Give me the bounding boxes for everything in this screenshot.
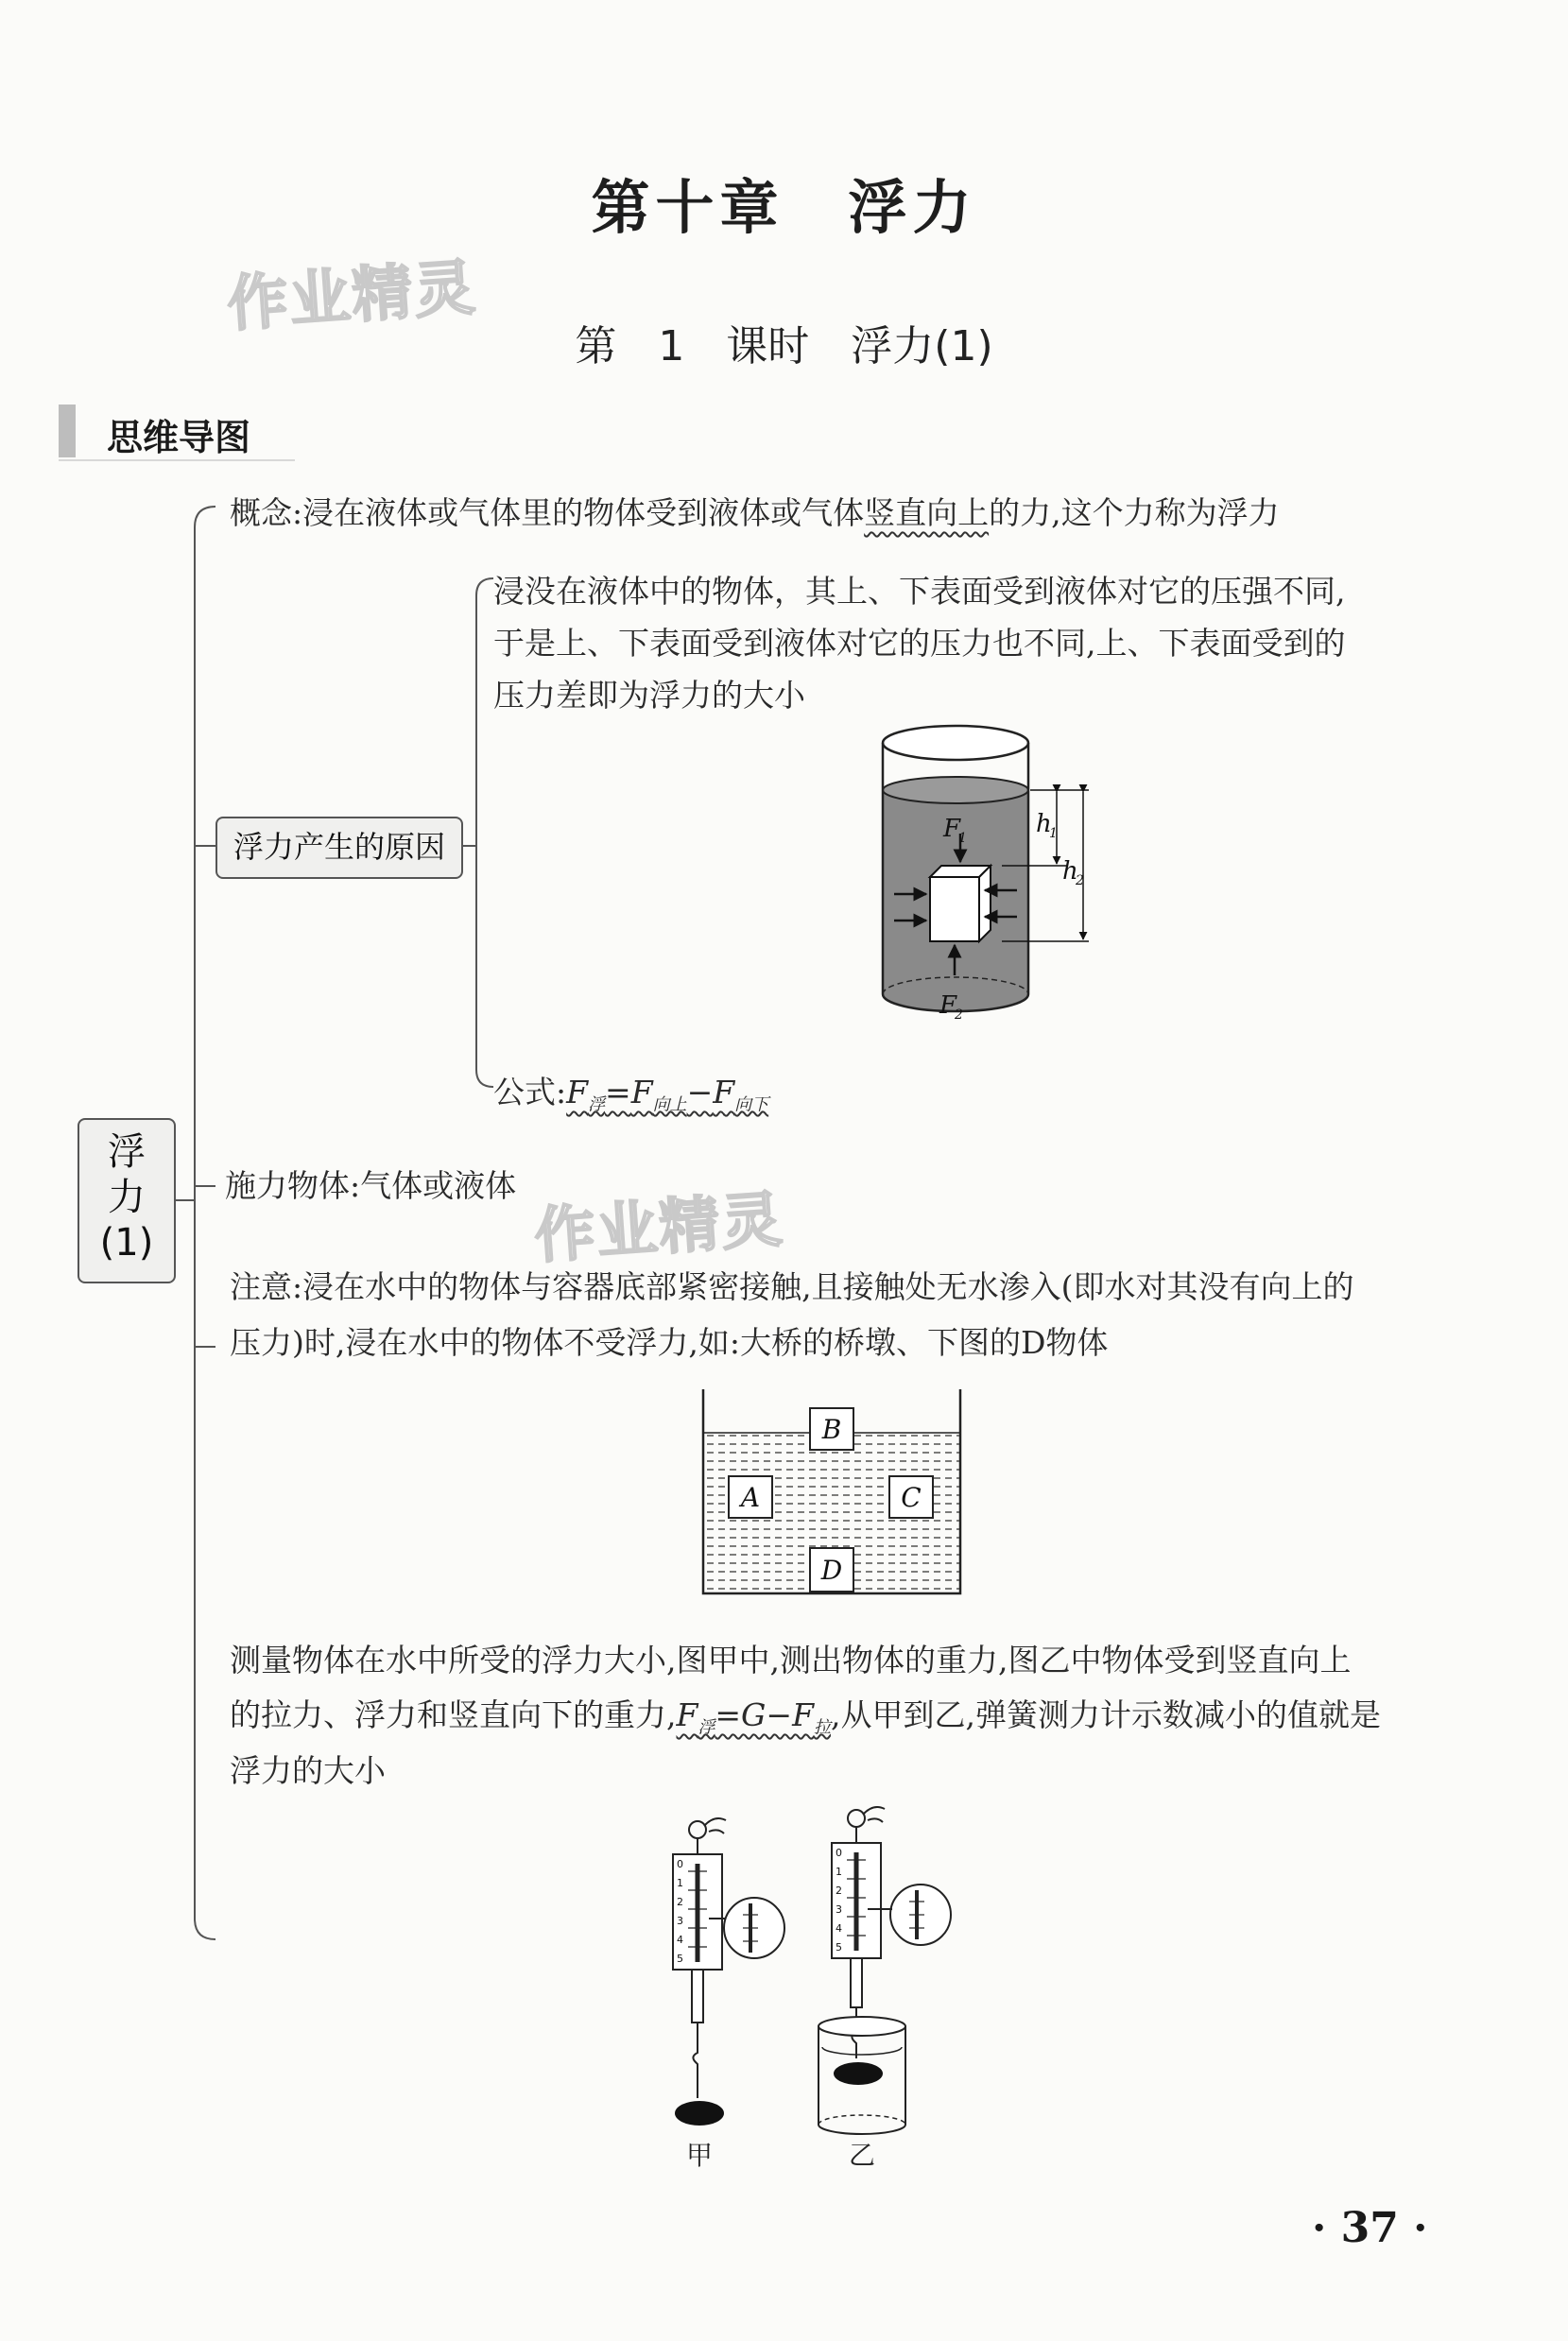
label-h1: h — [1036, 810, 1052, 838]
label-h1-sub: 1 — [1049, 826, 1058, 841]
measure-line-1: 测量物体在水中所受的浮力大小,图甲中,测出物体的重力,图乙中物体受到竖直向上 — [230, 1642, 1352, 1678]
label-B: B — [821, 1414, 842, 1445]
formula-F2: F — [630, 1074, 653, 1110]
jia-tick-0: 0 — [677, 1858, 683, 1870]
root-char-3: (1) — [99, 1221, 154, 1265]
root-char-2: 力 — [108, 1176, 146, 1219]
measure-formula-F: F — [676, 1696, 698, 1733]
measure-sub-float: 浮 — [698, 1717, 715, 1738]
formula-sub-up: 向上 — [652, 1094, 687, 1115]
formula-F3: F — [713, 1074, 735, 1110]
measure-suffix: ,从甲到乙,弹簧测力计示数减小的值就是 — [830, 1696, 1381, 1733]
cause-formula — [493, 1065, 768, 1133]
concept-emphasis: 竖直向上 — [864, 494, 990, 531]
label-h2-sub: 2 — [1076, 873, 1084, 888]
label-F1-sub: 1 — [958, 831, 967, 846]
concept-suffix: 的力,这个力称为浮力 — [989, 494, 1280, 531]
concept-prefix: 概念:浸在液体或气体里的物体受到液体或气体 — [230, 494, 865, 531]
label-F2: F — [939, 991, 957, 1020]
concept-text — [230, 486, 1280, 541]
yi-tick-0: 0 — [836, 1847, 842, 1859]
formula-eq: = — [605, 1074, 631, 1110]
formula-F: F — [566, 1074, 589, 1110]
jia-tick-4: 4 — [677, 1934, 683, 1946]
measure-prefix: 的拉力、浮力和竖直向下的重力, — [230, 1696, 677, 1733]
formula-sub-down: 向下 — [734, 1094, 769, 1115]
page-number: · 37 · — [1312, 2204, 1428, 2252]
jia-tick-2: 2 — [677, 1896, 683, 1908]
root-node — [78, 1118, 176, 1283]
measure-formula-eq: =G−F — [715, 1696, 814, 1733]
cause-line-1: 浸没在液体中的物体，其上、下表面受到液体对它的压强不同, — [493, 573, 1346, 610]
cylinder-figure — [870, 718, 1115, 1030]
cause-line-3: 压力差即为浮力的大小 — [493, 677, 805, 714]
yi-tick-3: 3 — [836, 1903, 842, 1916]
section-heading: 思维导图 — [107, 417, 251, 458]
formula-prefix: 公式: — [493, 1074, 567, 1110]
lesson-title: 第 1 课时 浮力(1) — [575, 322, 993, 370]
label-F1: F — [943, 815, 961, 843]
label-A: A — [740, 1482, 761, 1513]
measure-sub-pull: 拉 — [813, 1717, 831, 1738]
label-F2-sub: 2 — [955, 1007, 963, 1023]
label-C: C — [901, 1482, 922, 1513]
label-jia: 甲 — [685, 2140, 714, 2171]
jia-tick-1: 1 — [677, 1877, 683, 1889]
spring-scale-figure — [652, 1805, 992, 2174]
force-source-text: 施力物体:气体或液体 — [225, 1167, 517, 1204]
note-line-1: 注意:浸在水中的物体与容器底部紧密接触,且接触处无水渗入(即水对其没有向上的 — [230, 1268, 1354, 1305]
formula-minus: − — [686, 1074, 714, 1110]
measure-line-2 — [230, 1688, 1381, 1756]
note-line-2: 压力)时,浸在水中的物体不受浮力,如:大桥的桥墩、下图的D物体 — [230, 1324, 1109, 1361]
label-yi: 乙 — [848, 2140, 876, 2171]
formula-sub-float: 浮 — [588, 1094, 606, 1115]
measure-line-3: 浮力的大小 — [230, 1752, 386, 1789]
tank-figure — [696, 1389, 970, 1603]
yi-tick-1: 1 — [836, 1866, 842, 1878]
yi-tick-5: 5 — [836, 1941, 842, 1954]
jia-tick-5: 5 — [677, 1953, 683, 1965]
chapter-title: 第十章 浮力 — [591, 173, 977, 242]
watermark-2: 作业精灵 — [532, 1184, 786, 1273]
root-char-1: 浮 — [108, 1130, 146, 1174]
cause-node: 浮力产生的原因 — [215, 817, 463, 879]
cause-line-2: 于是上、下表面受到液体对它的压力也不同,上、下表面受到的 — [493, 625, 1346, 662]
jia-tick-3: 3 — [677, 1915, 683, 1927]
watermark: 作业精灵 — [225, 252, 479, 341]
yi-tick-2: 2 — [836, 1885, 842, 1897]
measure-formula — [676, 1696, 831, 1738]
label-D: D — [820, 1555, 843, 1586]
formula-body — [566, 1074, 769, 1115]
yi-tick-4: 4 — [836, 1922, 842, 1935]
label-h2: h — [1062, 857, 1078, 886]
